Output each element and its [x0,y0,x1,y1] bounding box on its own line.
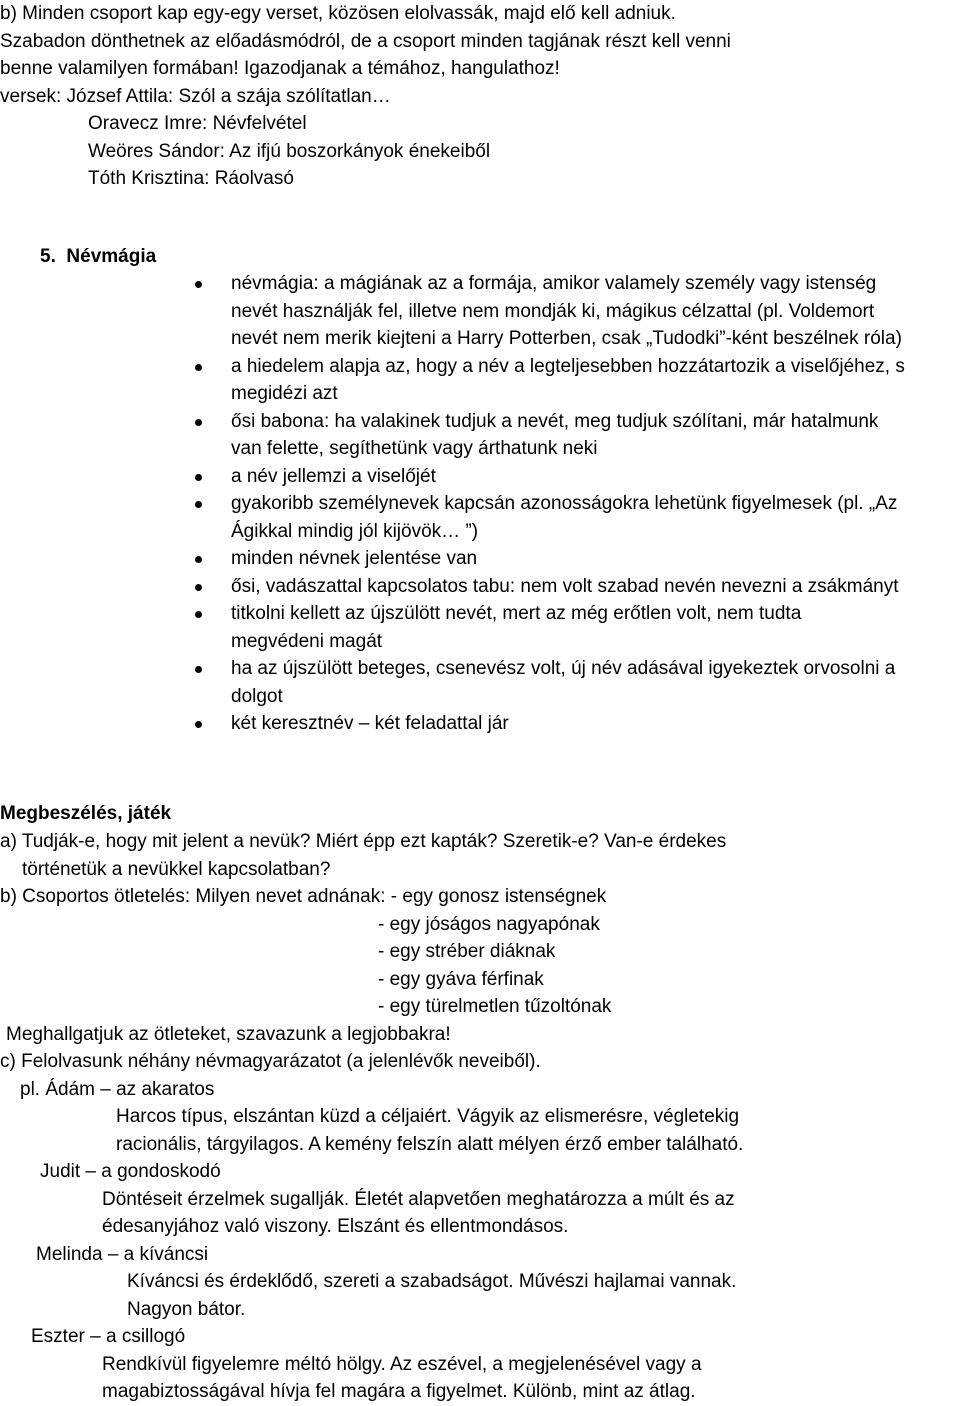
bullet-item [195,463,960,491]
bullet-text: a név jellemzi a viselőjét [231,465,436,487]
task-b-option: - egy türelmetlen tűzoltónak [378,996,612,1017]
bullet-text: nevét használják fel, illetve nem mondják ki, mágikus célzattal (pl. Voldemort [231,300,875,322]
bullet-text: gyakoribb személynevek kapcsán azonosságokra lehetünk figyelmesek (pl. „Az [231,493,898,514]
name-description: édesanyjához való viszony. Elszánt és ellentmondásos. [102,1216,569,1237]
name-description: Nagyon bátor. [127,1298,246,1320]
name-description: Harcos típus, elszántan küzd a céljaiért. Vágyik az elismerésre, végletekig [116,1106,740,1127]
bullet-text: megvédeni magát [231,630,383,652]
bullet-item [195,545,960,573]
bullet-text: Ágikkal mindig jól kijövök… ”) [231,520,479,542]
poem-item: Weöres Sándor: Az ifjú boszorkányok énekeiből [88,140,491,162]
name-description: racionális, tárgyilagos. A kemény felszín alatt mélyen érző ember található. [116,1133,744,1155]
bullet-icon [195,666,202,673]
task-b-followup: Meghallgatjuk az ötleteket, szavazunk a legjobbakra! [6,1023,451,1045]
name-title: pl. Ádám – az akaratos [20,1078,215,1100]
name-title: Melinda – a kíváncsi [36,1243,209,1265]
bullet-list [195,270,960,738]
bullet-item [195,270,960,353]
poems-line: versek: József Attila: Szól a szája szólítatlan… [0,85,391,107]
bullet-text: nevét nem merik kiejteni a Harry Potterben, csak „Tudodki”-ként beszélnek róla) [231,328,902,349]
intro-line: b) Minden csoport kap egy-egy verset, közösen elolvassák, majd elő kell adniuk. [0,3,676,24]
bullet-icon [195,474,202,481]
bullet-icon [195,721,202,728]
poem-item: Oravecz Imre: Névfelvétel [88,113,307,134]
bullet-item [195,408,960,463]
discussion-body [0,828,743,1406]
bullet-text: két keresztnév – két feladattal jár [231,713,509,734]
name-description: magabiztosságával hívja fel magára a figyelmet. Különb, mint az átlag. [102,1381,696,1402]
task-b-option: - egy stréber diáknak [378,941,556,962]
bullet-icon [195,556,202,563]
bullet-item [195,600,960,655]
bullet-icon [195,584,202,591]
bullet-item [195,353,960,408]
bullet-item [195,710,960,738]
bullet-item [195,490,960,545]
task-b-option: - egy jóságos nagyapónak [378,913,600,935]
task-b: b) Csoportos ötletelés: Milyen nevet adnának: - egy gonosz istenségnek [0,886,607,907]
bullet-text: névmágia: a mágiának az a formája, amikor valamely személy vagy istenség [231,273,877,294]
name-title: Judit – a gondoskodó [40,1161,221,1182]
intro-line: Szabadon dönthetnek az előadásmódról, de a csoport minden tagjának részt kell venni [0,30,731,52]
bullet-item [195,655,960,710]
bullet-text: titkolni kellett az újszülött nevét, mert az még erőtlen volt, nem tudta [231,603,802,624]
intro-block [0,0,731,193]
poem-item: Tóth Krisztina: Ráolvasó [88,168,294,189]
bullet-text: megidézi azt [231,383,338,404]
bullet-text: dolgot [231,685,283,707]
bullet-text: a hiedelem alapja az, hogy a név a legteljesebben hozzátartozik a viselőjéhez, s [231,355,905,377]
task-b-option: - egy gyáva férfinak [378,968,544,990]
bullet-item [195,573,960,601]
name-title: Eszter – a csillogó [31,1326,186,1347]
question-a: a) Tudják-e, hogy mit jelent a nevük? Miért épp ezt kapták? Szeretik-e? Van-e érdekes [0,831,727,852]
name-description: Kíváncsi és érdeklődő, szereti a szabadságot. Művészi hajlamai vannak. [127,1271,737,1292]
task-c: c) Felolvasunk néhány névmagyarázatot (a jelenlévők neveiből). [0,1051,541,1072]
bullet-icon [195,501,202,508]
bullet-text: ősi, vadászattal kapcsolatos tabu: nem volt szabad nevén nevezni a zsákmányt [231,575,899,597]
name-description: Rendkívül figyelemre méltó hölgy. Az eszével, a megjelenésével vagy a [102,1353,702,1375]
intro-line: benne valamilyen formában! Igazodjanak a témához, hangulathoz! [0,58,560,79]
name-description: Döntéseit érzelmek sugallják. Életét alapvetően meghatározza a múlt és az [102,1188,735,1210]
bullet-text: minden névnek jelentése van [231,548,478,569]
bullet-text: van felette, segíthetünk vagy árthatunk neki [231,438,598,459]
bullet-icon [195,419,202,426]
bullet-text: ősi babona: ha valakinek tudjuk a nevét, meg tudjuk szólítani, már hatalmunk [231,410,879,432]
bullet-icon [195,364,202,371]
bullet-text: ha az újszülött beteges, csenevész volt, új név adásával igyekeztek orvosolni a [231,658,896,679]
question-a: történetük a nevükkel kapcsolatban? [22,858,331,880]
bullet-icon [195,611,202,618]
section-heading: 5. Névmágia [40,246,157,267]
discussion-heading: Megbeszélés, játék [0,803,172,824]
bullet-icon [195,281,202,288]
